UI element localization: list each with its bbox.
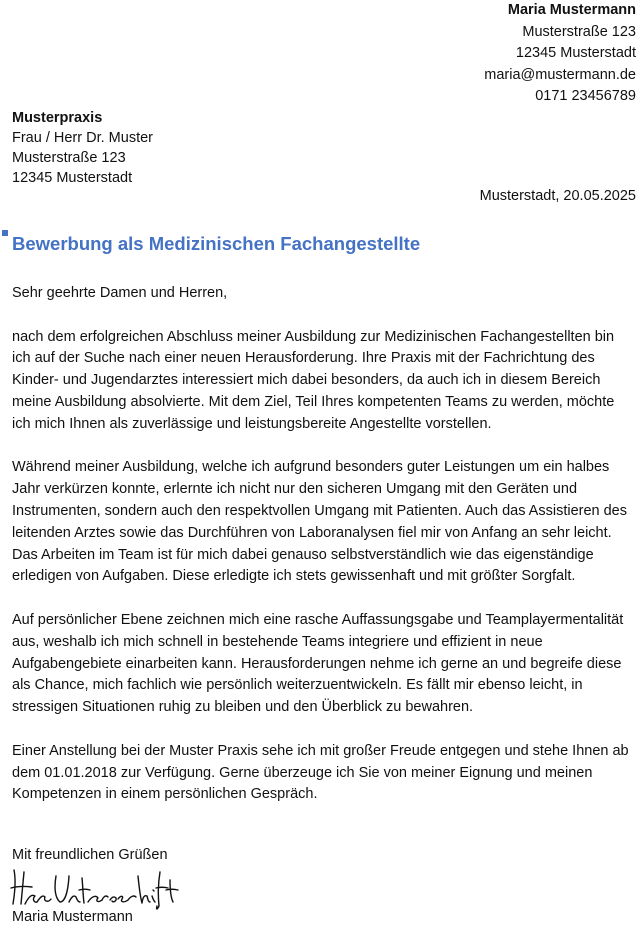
letter-subject: Bewerbung als Medizinischen Fachangestellte [12,233,421,254]
letter-body [12,283,634,806]
recipient-company: Musterpraxis [12,110,103,126]
sender-street: Musterstraße 123 [522,23,636,40]
recipient-city: 12345 Musterstadt [12,170,133,186]
paragraph-personal: Auf persönlicher Ebene zeichnen mich eine rasche Auffassungsgabe und Teamplayermentalität aus, weshalb ich mich schnell in bestehende Teams integriere und effizient in neue Aufgabengebiete einarbeiten kann. Herausforderungen nehme ich gerne an und begreife diese als Chance, mich fachlich wie persönlich weiterzuentwickeln. Es fällt mir ebenso leicht, in stressigen Situationen ruhig zu bleiben und den Überblick zu bewahren. [12,611,624,716]
paragraph-training: Während meiner Ausbildung, welche ich aufgrund besonders guter Leistungen um ein halbes Jahr verkürzen konnte, erlernte ich nicht nur den sicheren Umgang mit den Geräten und Instrumenten, sondern auch den respektvollen Umgang mit Patienten. Auch das Assistieren des leitenden Arztes sowie das Durchführen von Laboranalysen fiel mir von Anfang an sehr leicht. Das Arbeiten im Team ist für mich dabei genauso selbstverständlich wie das eigenständige erledigen von Aufgaben. Diese erledigte ich stets gewissenhaft und mit größter Sorgfalt. [12,459,627,585]
sender-city: 12345 Musterstadt [515,45,636,61]
sender-name: Maria Mustermann [507,2,636,18]
recipient-contact: Frau / Herr Dr. Muster [12,130,153,146]
recipient-street: Musterstraße 123 [12,150,126,166]
salutation: Sehr geehrte Damen und Herren, [12,285,228,301]
sender-phone: 0171 23456789 [535,88,636,104]
subject-marker-icon [2,230,8,236]
letter-date: Musterstadt, 20.05.2025 [479,188,636,204]
sender-email: maria@mustermann.de [484,66,636,83]
sender-block [236,0,636,108]
recipient-block [12,108,153,188]
signer-name: Maria Mustermann [12,909,133,925]
handwritten-signature [10,866,180,910]
closing-phrase: Mit freundlichen Grüßen [12,847,168,863]
paragraph-intro: nach dem erfolgreichen Abschluss meiner Ausbildung zur Medizinischen Fachangestellten bin ich auf der Suche nach einer neuen Herausforderung. Ihre Praxis mit der Fachrichtung des Kinder- und Jugendarztes interessiert mich dabei besonders, da auch ich in diesem Bereich meine Ausbildung absolvierte. Mit dem Ziel, Teil Ihres kompetenten Teams zu werden, möchte ich mich Ihnen als zuverlässige und leistungsbereite Angestellte vorstellen. [12,328,615,432]
paragraph-closing: Einer Anstellung bei der Muster Praxis sehe ich mit großer Freude entgegen und stehe Ihnen ab dem 01.01.2018 zur Verfügung. Gerne überzeuge ich Sie von meiner Eignung und meinen Kompetenzen in einem persönlichen Gespräch. [12,742,629,803]
